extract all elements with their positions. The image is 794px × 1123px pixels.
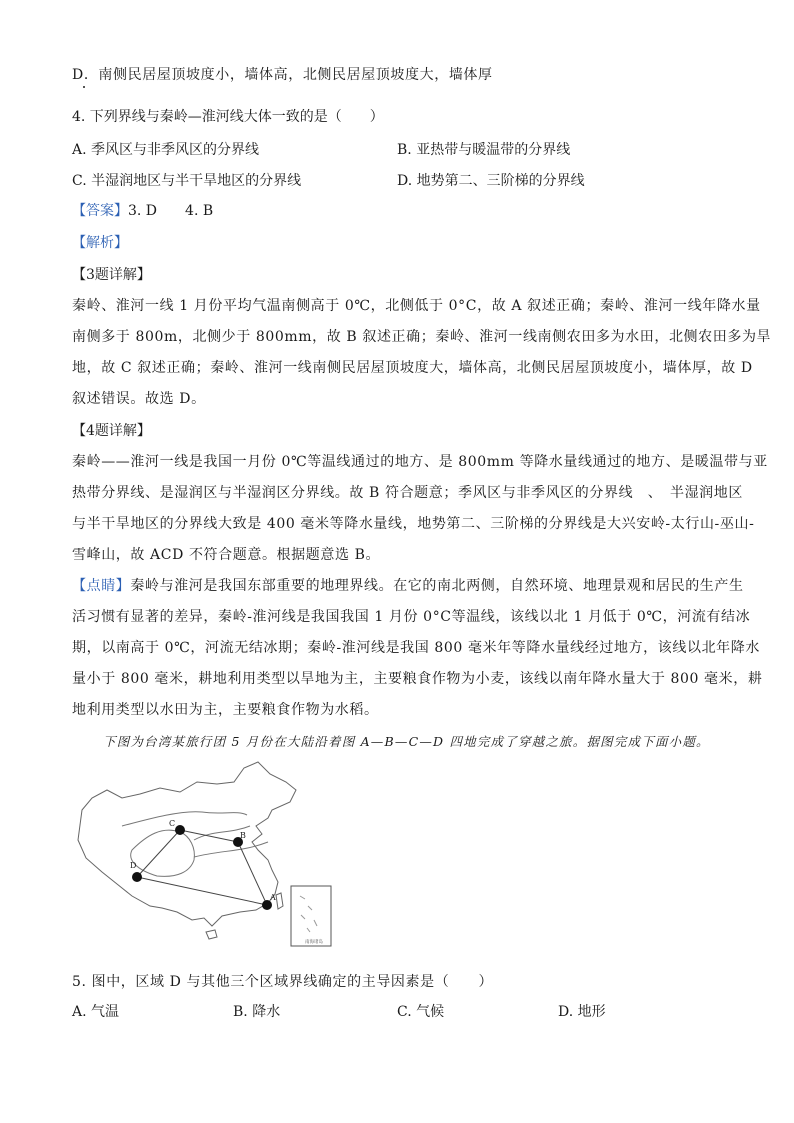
stray-dot	[83, 86, 85, 88]
label-c: C	[169, 819, 176, 828]
q4-option-c: C. 半湿润地区与半干旱地区的分界线	[72, 173, 302, 189]
hainan-island	[206, 930, 217, 939]
q4-option-d: D. 地势第二、三阶梯的分界线	[397, 173, 585, 189]
q5-option-a: A. 气温	[72, 1004, 120, 1020]
boundary-line-north	[122, 812, 247, 826]
answer-text: 3. D 4. B	[128, 203, 214, 219]
point-c-marker	[175, 825, 185, 835]
south-china-sea-inset	[291, 886, 331, 946]
point-d-marker	[132, 872, 142, 882]
route-lines	[137, 830, 267, 905]
inset-caption: 南海诸岛	[305, 940, 323, 945]
taiwan-island	[276, 893, 283, 909]
detail4-tag: 【4题详解】	[72, 423, 151, 439]
tip-line-4: 量小于 800 毫米，耕地利用类型以旱地为主，主要粮食作物为小麦，该线以南年降水量大于 800 毫米，耕	[72, 671, 763, 687]
q3-option-d: D．南侧民居屋顶坡度小，墙体高，北侧民居屋顶坡度大，墙体厚	[72, 67, 493, 83]
china-route-map	[72, 760, 342, 950]
detail4-line-4: 雪峰山，故 ACD 不符合题意。根据题意选 B。	[72, 547, 381, 563]
plateau-boundary	[131, 830, 195, 876]
answer-tag: 【答案】	[72, 203, 128, 219]
detail4-line-3: 与半干旱地区的分界线大致是 400 毫米等降水量线，地势第二、三阶梯的分界线是大兴安岭-太行山-巫山-	[72, 516, 755, 532]
q5-option-d: D. 地形	[558, 1004, 606, 1020]
detail4-line-1: 秦岭——淮河一线是我国一月份 0℃等温线通过的地方、是 800mm 等降水量线通过的地方、是暖温带与亚	[72, 454, 768, 470]
label-d: D	[130, 861, 137, 870]
answer-line	[72, 201, 213, 221]
figure-intro: 下图为台湾某旅行团 5 月份在大陆沿着图 A—B—C—D 四地完成了穿越之旅。据图完成下面小题。	[103, 734, 710, 749]
tip-tag: 【点睛】	[72, 578, 131, 594]
q5-option-c: C. 气候	[397, 1004, 445, 1020]
analysis-tag: 【解析】	[72, 235, 128, 251]
label-b: B	[240, 831, 246, 840]
tip-line-2: 活习惯有显著的差异，秦岭-淮河线是我国我国 1 月份 0°C等温线，该线以北 1 月低于 0℃，河流有结冰	[72, 609, 751, 625]
detail3-line-3: 地，故 C 叙述正确；秦岭、淮河一线南侧民居屋顶坡度大，墙体高，北侧民居屋顶坡度小，墙体厚，故 D	[72, 360, 753, 376]
detail3-line-4: 叙述错误。故选 D。	[72, 391, 206, 407]
boundary-line-south	[194, 842, 268, 857]
q5-option-b: B. 降水	[233, 1004, 281, 1020]
detail3-tag: 【3题详解】	[72, 267, 151, 283]
tip-line-5: 地利用类型以水田为主，主要粮食作物为水稻。	[72, 702, 379, 718]
label-a: A	[270, 893, 276, 902]
q4-stem: 4. 下列界线与秦岭—淮河线大体一致的是（ ）	[72, 109, 384, 125]
q4-option-a: A. 季风区与非季风区的分界线	[72, 142, 260, 158]
detail4-line-2: 热带分界线、是湿润区与半湿润区分界线。故 B 符合题意；季风区与非季风区的分界线 、 半湿润地区	[72, 485, 743, 501]
detail3-line-1: 秦岭、淮河一线 1 月份平均气温南侧高于 0℃，北侧低于 0°C，故 A 叙述正确；秦岭、淮河一线年降水量	[72, 298, 761, 314]
tip-line-3: 期，以南高于 0℃，河流无结冰期；秦岭-淮河线是我国 800 毫米年等降水量线经过地方，该线以北年降水	[72, 640, 760, 656]
detail3-line-2: 南侧多于 800m，北侧少于 800mm，故 B 叙述正确；秦岭、淮河一线南侧农田多为水田，北侧农田多为旱	[72, 329, 772, 345]
q4-option-b: B. 亚热带与暖温带的分界线	[397, 142, 571, 158]
tip-first: 秦岭与淮河是我国东部重要的地理界线。在它的南北两侧，自然环境、地理景观和居民的生产生	[130, 578, 744, 594]
tip-line-1	[72, 576, 744, 596]
q5-stem: 5. 图中，区域 D 与其他三个区域界线确定的主导因素是（ ）	[72, 974, 494, 990]
